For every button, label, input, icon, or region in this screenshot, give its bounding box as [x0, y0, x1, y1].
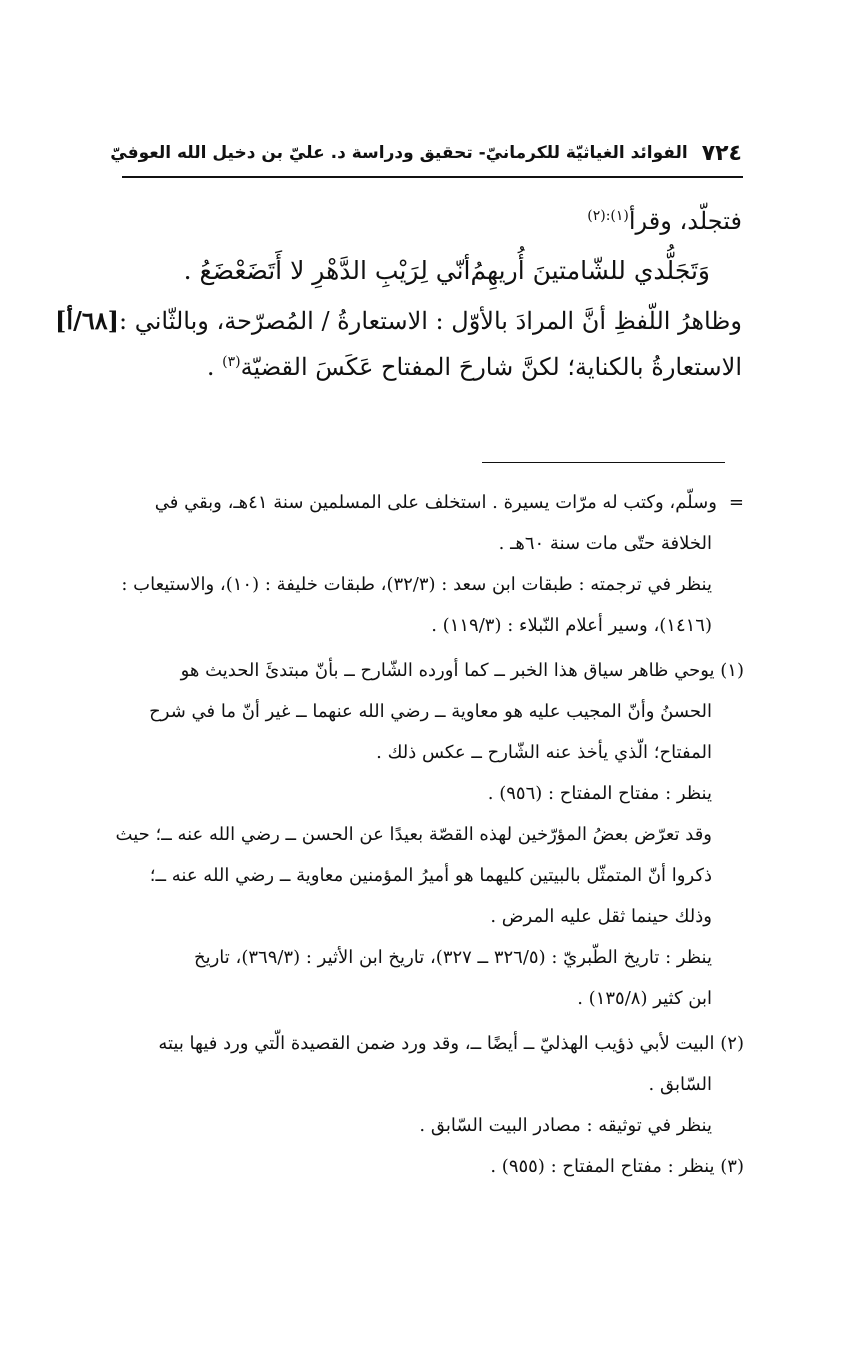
footnote-line: ينظر في توثيقه : مصادر البيت السّابق .	[419, 1115, 712, 1136]
verse	[70, 244, 742, 298]
body-line-3: وظاهرُ اللّفظِ أنَّ المرادَ بالأوّل : الاستعارةُ / المُصرّحة، وبالثّاني :[٦٨/أ]	[55, 306, 742, 335]
header-rule	[122, 176, 743, 178]
footnote-line: ينظر : تاريخ الطّبريّ : (٣٢٦/٥ ــ ٣٢٧)، تاريخ ابن الأثير : (٣٦٩/٣)، تاريخ	[193, 947, 712, 968]
verse-first-hemistich: وَتَجَلُّدي للشّامتينَ أُريهِمُ	[470, 256, 710, 285]
header-title: الفوائد الغياثيّة للكرمانيّ- تحقيق ودراسة د. عليّ بن دخيل الله العوفيّ	[110, 143, 688, 163]
footnote-line: ينظر في ترجمته : طبقات ابن سعد : (٣٢/٣)، طبقات خليفة : (١٠)، والاستيعاب :	[121, 574, 712, 595]
footnote-line: =وسلّم، وكتب له مرّات يسيرة . استخلف على المسلمين سنة ٤١هـ، وبقي في	[154, 492, 744, 513]
continuation-mark: =	[728, 492, 744, 513]
footnote-line: ينظر : مفتاح المفتاح : (٩٥٦) .	[487, 783, 712, 804]
footnote-line: الحسنُ وأنّ المجيب عليه هو معاوية ــ رضي الله عنهما ــ غير أنّ ما في شرح	[149, 701, 712, 722]
running-header	[110, 136, 742, 170]
footnote-line: السّابق .	[648, 1074, 712, 1095]
footnote-separator	[482, 462, 725, 463]
body-line-1: فتجلّد، وقرأ$^{(١):(٢)}$	[587, 207, 742, 235]
footnote-line: (١٤١٦)، وسير أعلام النّبلاء : (١١٩/٣) .	[431, 615, 712, 636]
body-line-4: الاستعارةُ بالكناية؛ لكنَّ شارحَ المفتاح عَكَسَ القضيّة$^{(٣)}$ .	[206, 353, 742, 381]
footnote-line: ذكروا أنّ المتمثّل بالبيتين كليهما هو أميرُ المؤمنين معاوية ــ رضي الله عنه ــ؛	[149, 865, 712, 886]
footnote-line: (٢) البيت لأبي ذؤيب الهذليّ ــ أيضًا ــ، وقد ورد ضمن القصيدة الّتي ورد فيها بيته	[158, 1033, 744, 1054]
footnote-line: وذلك حينما ثقل عليه المرض .	[490, 906, 712, 927]
footnote-line: الخلافة حتّى مات سنة ٦٠هـ .	[498, 533, 712, 554]
footnote-line: ابن كثير (١٣٥/٨) .	[577, 988, 712, 1009]
folio-marker: [٦٨/أ]	[55, 306, 119, 335]
footnote-line: المفتاح؛ الّذي يأخذ عنه الشّارح ــ عكس ذلك .	[376, 742, 712, 763]
footnote-line: وقد تعرّض بعضُ المؤرّخين لهذه القصّة بعيدًا عن الحسن ــ رضي الله عنه ــ؛ حيث	[115, 824, 712, 845]
page-number: ٧٢٤	[701, 140, 742, 166]
footnote-line: (٣) ينظر : مفتاح المفتاح : (٩٥٥) .	[490, 1156, 744, 1177]
footnote-ref: (٣)	[222, 354, 241, 370]
footnotes	[70, 482, 744, 1187]
verse-second-hemistich: أنّي لِرَيْبِ الدَّهْرِ لا أَتَضَعْضَعُ .	[183, 256, 471, 285]
main-text	[55, 198, 742, 390]
footnote-refs: (١):(٢)	[587, 208, 629, 224]
footnote-line: (١) يوحي ظاهر سياق هذا الخبر ــ كما أورده الشّارح ــ بأنّ مبتدئَ الحديث هو	[180, 660, 744, 681]
